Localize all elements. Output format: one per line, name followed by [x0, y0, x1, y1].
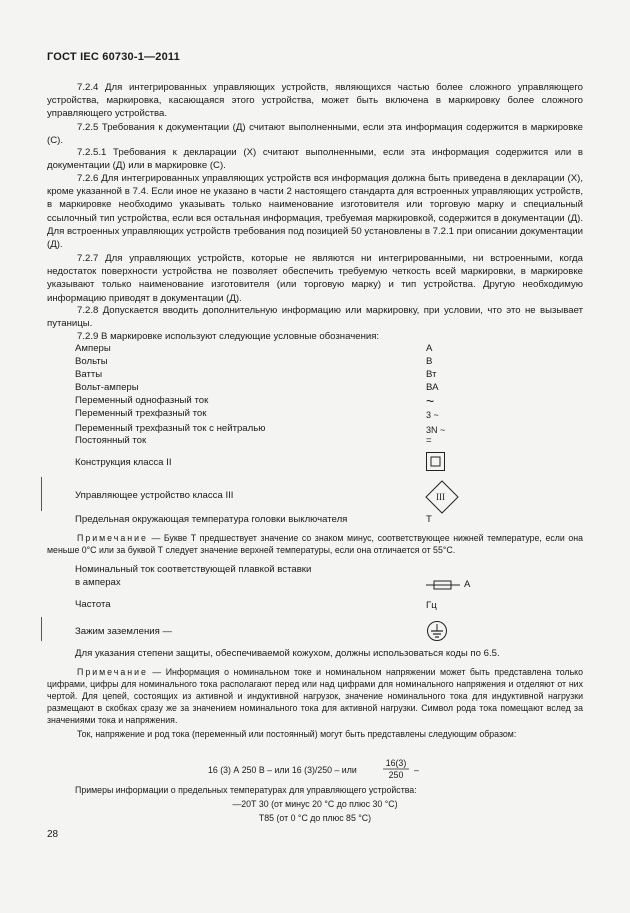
dc-symbol: =: [426, 435, 432, 446]
fuse-label-line1: Номинальный ток соответствующей плавкой вставки: [75, 564, 312, 575]
fuse-label-line2: в амперах: [75, 577, 121, 588]
formula-inline: 16 (3) А 250 В – или 16 (3)/250 – или: [208, 765, 357, 775]
ip-code-text: Для указания степени защиты, обеспечиваемой кожухом, должны использоваться коды по 6.5.: [75, 648, 500, 659]
formula-numerator: 16(3): [385, 758, 407, 768]
class-3-symbol-text: III: [436, 492, 445, 502]
frequency-label: Частота: [75, 599, 111, 610]
earth-ground-icon: [426, 620, 448, 642]
formula-denominator: 250: [388, 770, 404, 780]
temperature-example-2: Т85 (от 0 °С до плюс 85 °С): [258, 813, 372, 823]
current-representation-text: Ток, напряжение и род тока (переменный или постоянный) могут быть представлены следующим образом:: [77, 729, 517, 739]
single-phase-ac-symbol: ~: [426, 393, 435, 409]
clause-7-2-9: 7.2.9 В маркировке используют следующие условные обозначения:: [77, 331, 380, 342]
formula-tail: –: [414, 765, 419, 775]
note-1: [47, 532, 583, 556]
symbol-label: Вольт-амперы: [75, 382, 139, 393]
clause-7-2-4: 7.2.4 Для интегрированных управляющих устройств, являющихся частью более сложного управляющего устройства, маркировка, касающаяся этого устройства, может быть включена в маркировку более сложного управляющего устройства.: [47, 82, 583, 120]
symbol-label: Ватты: [75, 369, 103, 380]
note-2-body: — Информация о номинальном токе и номинальном напряжении может быть представлена только цифрами, цифры для номинального тока располагают перед или над цифрами для номинального напряжения и отделяют от них чертой. Для цепей, состоящих из активной и индуктивной нагрузок, значение номинального тока для индуктивной нагрузки размещают в скобках сразу же за значением номинального тока для активной нагрузки. Символ рода тока помещают вслед за значениями тока и напряжения.: [47, 667, 583, 725]
symbol-value: А: [426, 343, 433, 354]
ambient-temp-label: Предельная окружающая температура головки выключателя: [75, 514, 348, 525]
ambient-temp-symbol: Т: [426, 514, 432, 525]
note-2: [47, 666, 583, 726]
symbol-label: Переменный трехфазный ток с нейтралью: [75, 423, 266, 434]
fuse-unit-symbol: А: [464, 579, 471, 590]
symbol-label: Переменный трехфазный ток: [75, 408, 207, 419]
clause-7-2-6: 7.2.6 Для интегрированных управляющих устройств вся информация должна быть приведена в декларации (Х), кроме указанной в 7.4. Если иное не указано в части 2 настоящего стандарта для встроенных управляющих устройств, в маркировке необходимо указывать только наименование изготовителя или торговую марку и специальный ссылочный тип устройства, если вся остальная информация, требуемая маркировкой, содержится в документации (Д). Для встроенных управляющих устройств требования под позицией 50 установлены в 7.2.1 при описании документации (Д).: [47, 173, 583, 251]
clause-7-2-8: 7.2.8 Допускается вводить дополнительную информацию или маркировку, при условии, что это не вызывает путаницы.: [47, 305, 583, 330]
frequency-symbol: Гц: [426, 600, 437, 611]
clause-7-2-5: 7.2.5 Требования к документации (Д) считают выполненными, если эта информация содержится в маркировке (С).: [47, 122, 583, 147]
fuse-icon: [426, 579, 460, 591]
note-1-body: — Букве Т предшествует значение со знаком минус, соответствующее нижней температуре, если она меньше 0°С или за буквой Т следует значение верхней температуры, если она отличается от 55°С.: [47, 533, 583, 555]
three-phase-ac-symbol: 3 ~: [426, 410, 439, 420]
symbol-value: ВА: [426, 382, 439, 393]
change-bar: [41, 617, 42, 641]
note-2-title: Примечание: [77, 667, 148, 677]
class-2-label: Конструкция класса II: [75, 457, 172, 468]
change-bar: [41, 477, 42, 511]
note-1-title: Примечание: [77, 533, 148, 543]
class-3-label: Управляющее устройство класса III: [75, 490, 234, 501]
symbol-label: Переменный однофазный ток: [75, 395, 209, 406]
three-phase-neutral-ac-symbol: 3N ~: [426, 425, 446, 435]
temperature-examples-intro: Примеры информации о предельных температурах для управляющего устройства:: [75, 785, 417, 795]
temperature-example-1: —20Т 30 (от минус 20 °С до плюс 30 °С): [232, 799, 398, 809]
page-number: 28: [47, 829, 59, 840]
class-2-double-square-icon: [426, 452, 446, 472]
earth-terminal-label: Зажим заземления —: [75, 626, 173, 637]
symbol-value: Вт: [426, 369, 437, 380]
clause-7-2-5-1: 7.2.5.1 Требования к декларации (Х) считают выполненными, если эта информация содержится или в документации (Д) или в маркировке (С).: [47, 147, 583, 172]
document-header: ГОСТ IEC 60730-1—2011: [47, 51, 180, 63]
symbol-value: В: [426, 356, 433, 367]
symbol-label: Амперы: [75, 343, 111, 354]
symbol-label: Постоянный ток: [75, 435, 147, 446]
symbol-label: Вольты: [75, 356, 108, 367]
clause-7-2-7: 7.2.7 Для управляющих устройств, которые не являются ни интегрированными, ни встроенными, когда недостаток поверхности устройства не позволяет обеспечить требуемую четкость всей маркировки, в маркировке указывают только наименование изготовителя (или торговую марку) и тип устройства. Другую необходимую информацию приводят в документации (Д).: [47, 253, 583, 304]
